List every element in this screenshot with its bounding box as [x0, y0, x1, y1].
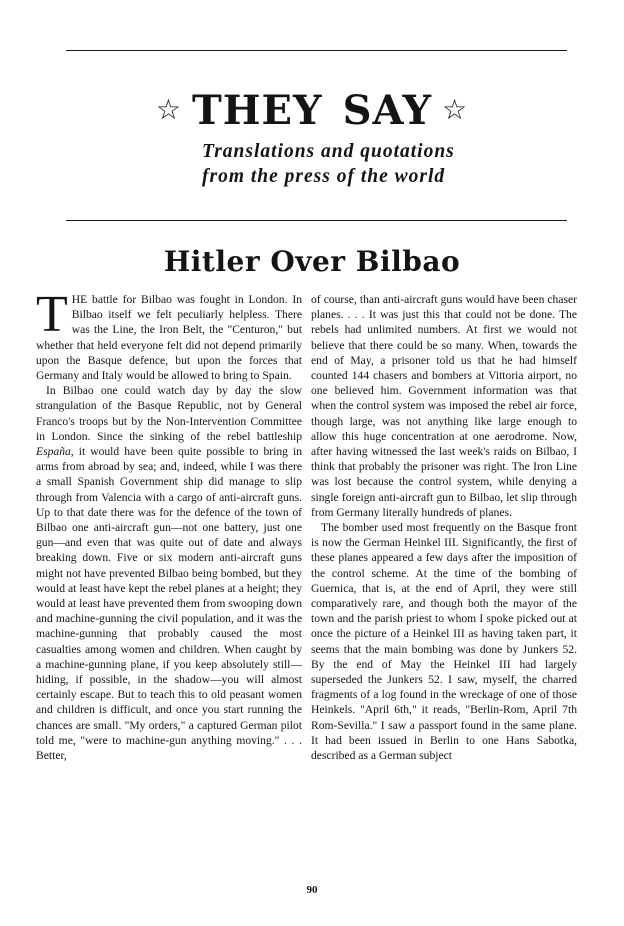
article-column-right — [311, 292, 577, 763]
paragraph-1-text: HE battle for Bilbao was fought in London. In Bilbao itself we felt peculiarly helpless. There was the Line, the Iron Belt, the "Centuron," but whether that held everyone felt did not depend primarily upon the Basque defence, but upon the forces that Germany and Italy would be allowed to bring to Spain. — [36, 293, 302, 383]
top-rule — [66, 50, 567, 51]
paragraph-2 — [36, 383, 302, 763]
page-number: 90 — [306, 884, 318, 896]
paragraph-1 — [36, 286, 302, 383]
section-masthead — [0, 86, 624, 135]
paragraph-4: The bomber used most frequently on the Basque front is now the German Heinkel III. Significantly, the first of these planes appeared a few days after the imposition of the control scheme. At the time of the bombing of Guernica, that is, at the end of April, they were still comparatively rare, and though both the mayor of the town and the parish priest to whom I spoke picked out at once the picture of a Heinkel III as having taken part, it seems that the main bombing was done by Junkers 52. By the end of May the Heinkel III had largely superseded the Junkers 52. I saw, myself, the charred fragments of a log found in the wreckage of one of those Heinkels. "April 6th," it reads, "Berlin-Rom, April 7th Rom-Sevilla." I saw a passport found in the same plane. It had been issued in Berlin to one Hans Sabotka, described as a German subject — [311, 521, 577, 763]
paragraph-2-text-a: In Bilbao one could watch day by day the slow strangulation of the Basque Republic, not by General Franco's troops but by the Non-Intervention Committee in London. Since the sinking of the rebel battleship — [36, 384, 302, 443]
star-icon-right: ☆ — [442, 93, 469, 126]
article-column-left — [36, 286, 302, 763]
paragraph-3: of course, than anti-aircraft guns would have been chaser planes. . . . It was just this that could not be done. The rebels had unlimited numbers. At first we would not believe that there could be so many. When, towards the end of May, a prisoner told us that he had himself counted 144 chasers and bombers at Vittoria airport, no one believed him. Government information was that when the control system was imposed the rebel air force, though large, was not anything like large enough to allow this huge concentration at one aerodrome. Now, after having witnessed the last week's raids on Bilbao, I think that probably the prisoner was right. The Iron Line was lost because the control system, while denying a single foreign anti-aircraft gun to Bilbao, let slip through from Germany literally hundreds of planes. — [311, 293, 577, 519]
header-bottom-rule — [66, 220, 567, 221]
subtitle-line-1: Translations and quotations — [202, 141, 455, 162]
masthead-word-say: SAY — [342, 87, 433, 134]
article-title: Hitler Over Bilbao — [163, 245, 461, 278]
masthead-word-they: THEY — [191, 87, 323, 134]
ship-name: España — [36, 445, 71, 459]
paragraph-2-text-b: , it would have been quite possible to bring in arms from abroad by sea; and, indeed, while I was there a small Spanish Government ship did manage to slip through from Valencia with a cargo of anti-aircraft guns. Up to that date there was for the defence of the town of Bilbao one anti-aircraft gun—not one battery, just one gun—and even that was quite out of date and always breaking down. Five or six modern anti-aircraft guns might not have prevented Bilbao being bombed, but they would at least have kept the rebel planes at a height; they would at least have prevented them from swooping down and machine-gunning the civil population, and it was the machine-gunning that probably caused the most casualties among women and children. When caught by a machine-gunning plane, if you keep absolutely still—hiding, if possible, in the shadow—you will almost certainly escape. But to teach this to old peasant women and children is difficult, and once you start running the chances are small. "My orders," a captured German pilot told me, "were to machine-gun anything moving." . . . Better, — [36, 445, 302, 763]
subtitle-line-2: from the press of the world — [202, 166, 446, 187]
drop-cap: T — [36, 286, 68, 343]
star-icon-left: ☆ — [155, 93, 182, 126]
